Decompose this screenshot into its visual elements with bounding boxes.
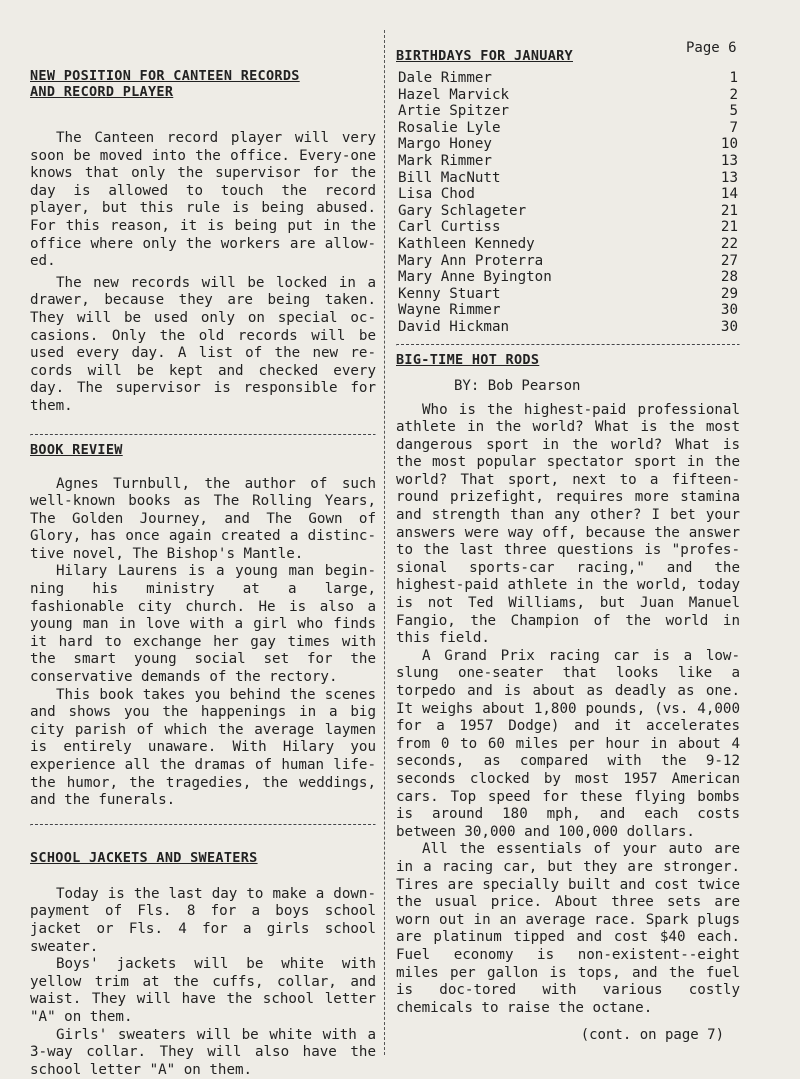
birthday-day: 28 [720, 269, 738, 286]
birthday-entry [396, 269, 740, 286]
school-jackets-article [30, 850, 376, 1079]
birthday-entry [396, 170, 740, 187]
birthday-day: 10 [720, 136, 738, 153]
birthday-entry [396, 70, 740, 87]
birthday-day: 21 [720, 202, 738, 219]
hot-rods-article [396, 352, 740, 1044]
birthday-day: 21 [720, 219, 738, 236]
birthday-name: Mary Anne Byington [398, 269, 552, 286]
birthday-day: 5 [729, 103, 738, 120]
hot-rods-paragraph: A Grand Prix racing car is a low-slung one-seater that looks like a torpedo and is about as deadly as one. It weighs about 1,800 pounds, (vs. 4,000 for a 1957 Dodge) and it accelerates from 0 to 60 miles per hour in about 4 seconds, as compared with the 9-12 seconds clocked by most 1957 American cars. Top speed for these flying bombs is around 180 mph, and each costs between 30,000 and 100,000 dollars. [396, 647, 740, 840]
birthday-entry [396, 302, 740, 319]
birthday-day: 1 [729, 70, 738, 86]
hot-rods-paragraph: Who is the highest-paid professional athlete in the world? What is the most dangerous sport in the world? What is the most popular spectator sport in the world? That sport, next to a fifteen-round prizefight, requires more stamina and strength than any other? I bet your answers were way off, because the answer to the last three questions is "profes-sional sports-car racing," and the highest-paid athlete in the world, today is not Ted Williams, but Juan Manuel Fangio, the Champion of the world in this field. [396, 401, 740, 647]
birthday-entry [396, 253, 740, 270]
birthday-day: 13 [720, 169, 738, 186]
birthday-entry [396, 203, 740, 220]
school-jackets-paragraph: Boys' jackets will be white with yellow trim at the cuffs, collar, and waist. They will have the school letter "A" on them. [30, 956, 376, 1025]
birthday-day: 7 [729, 119, 738, 136]
birthday-entry [396, 103, 740, 120]
birthday-day: 13 [720, 152, 738, 169]
left-column [30, 68, 376, 1079]
birthday-name: Carl Curtiss [398, 219, 501, 236]
birthday-name: Bill MacNutt [398, 169, 501, 186]
birthday-list [396, 70, 740, 336]
birthday-name: Dale Rimmer [398, 70, 492, 86]
hot-rods-byline: BY: Bob Pearson [454, 377, 581, 394]
book-review-paragraph: This book takes you behind the scenes and shows you the happenings in a big city parish of which the average laymen is entirely unaware. With Hilary you experience all the dramas of human life-the humor, the tragedies, the weddings, and the funerals. [30, 686, 376, 809]
canteen-heading: NEW POSITION FOR CANTEEN RECORDS AND RECORD PLAYER [30, 68, 300, 100]
school-jackets-heading: SCHOOL JACKETS AND SWEATERS [30, 849, 258, 866]
birthday-day: 2 [729, 86, 738, 103]
birthday-day: 22 [720, 235, 738, 252]
birthday-day: 27 [720, 252, 738, 269]
birthday-day: 29 [720, 285, 738, 302]
birthday-entry [396, 136, 740, 153]
birthday-entry [396, 153, 740, 170]
birthday-entry [396, 286, 740, 303]
birthday-name: Rosalie Lyle [398, 119, 501, 136]
column-divider [384, 30, 385, 1055]
birthdays-heading: BIRTHDAYS FOR JANUARY [396, 48, 573, 64]
birthday-name: Artie Spitzer [398, 103, 510, 120]
birthday-name: Margo Honey [398, 136, 492, 153]
page-number: Page 6 [686, 40, 737, 56]
right-column [396, 36, 740, 1043]
birthday-name: Kenny Stuart [398, 285, 501, 302]
birthdays-section [396, 48, 740, 336]
birthday-name: David Hickman [398, 318, 510, 335]
birthday-entry [396, 219, 740, 236]
canteen-paragraph: The Canteen record player will very soon be moved into the office. Every-one knows that only the supervisor for the day is allowed to touch the record player, but this rule is being abused. For this reason, it is being put in the office where only the workers are allow-ed. [30, 130, 376, 270]
birthday-name: Lisa Chod [398, 186, 475, 203]
birthday-day: 30 [720, 302, 738, 319]
school-jackets-paragraph: Today is the last day to make a down-payment of Fls. 8 for a boys school jacket or Fls. 4 for a girls school sweater. [30, 885, 376, 955]
birthday-entry [396, 120, 740, 137]
book-review-heading: BOOK REVIEW [30, 441, 123, 458]
book-review-paragraph: Hilary Laurens is a young man begin-ning his ministry at a large, fashionable city church. He is also a young man in love with a girl who finds it hard to exchange her gay times with the smart young social set for the conservative demands of the rectory. [30, 563, 376, 686]
birthday-entry [396, 186, 740, 203]
birthday-name: Kathleen Kennedy [398, 235, 535, 252]
birthday-entry [396, 319, 740, 336]
birthday-name: Mary Ann Proterra [398, 252, 544, 269]
section-divider [396, 344, 740, 346]
continued-note: (cont. on page 7) [580, 1027, 724, 1044]
birthday-day: 14 [720, 186, 738, 203]
canteen-article [30, 68, 376, 416]
birthday-name: Hazel Marvick [398, 86, 510, 103]
birthday-name: Gary Schlageter [398, 202, 527, 219]
hot-rods-paragraph: All the essentials of your auto are in a racing car, but they are stronger. Tires are specially built and cost twice the usual price. About three sets are worn out in an average race. Spark plugs are platinum tipped and cost $40 each. Fuel economy is non-existent--eight miles per gallon is tops, and the fuel is doc-tored with various costly chemicals to raise the octane. [396, 841, 740, 1016]
birthday-name: Mark Rimmer [398, 152, 492, 169]
birthday-day: 30 [720, 318, 738, 335]
book-review-paragraph: Agnes Turnbull, the author of such well-known books as The Rolling Years, The Golden Journey, and The Gown of Glory, has once again created a distinc-tive novel, The Bishop's Mantle. [30, 475, 376, 562]
birthday-name: Wayne Rimmer [398, 302, 501, 319]
canteen-paragraph: The new records will be locked in a drawer, because they are being taken. They will be used only on special oc-casions. Only the old records will be used every day. A list of the new re-cords will be kept and checked every day. The supervisor is responsible for them. [30, 274, 376, 414]
book-review-article [30, 442, 376, 810]
school-jackets-paragraph: Girls' sweaters will be white with a 3-way collar. They will also have the school letter "A" on them. [30, 1026, 376, 1078]
birthday-entry [396, 87, 740, 104]
hot-rods-heading: BIG-TIME HOT RODS [396, 351, 540, 368]
birthday-entry [396, 236, 740, 253]
